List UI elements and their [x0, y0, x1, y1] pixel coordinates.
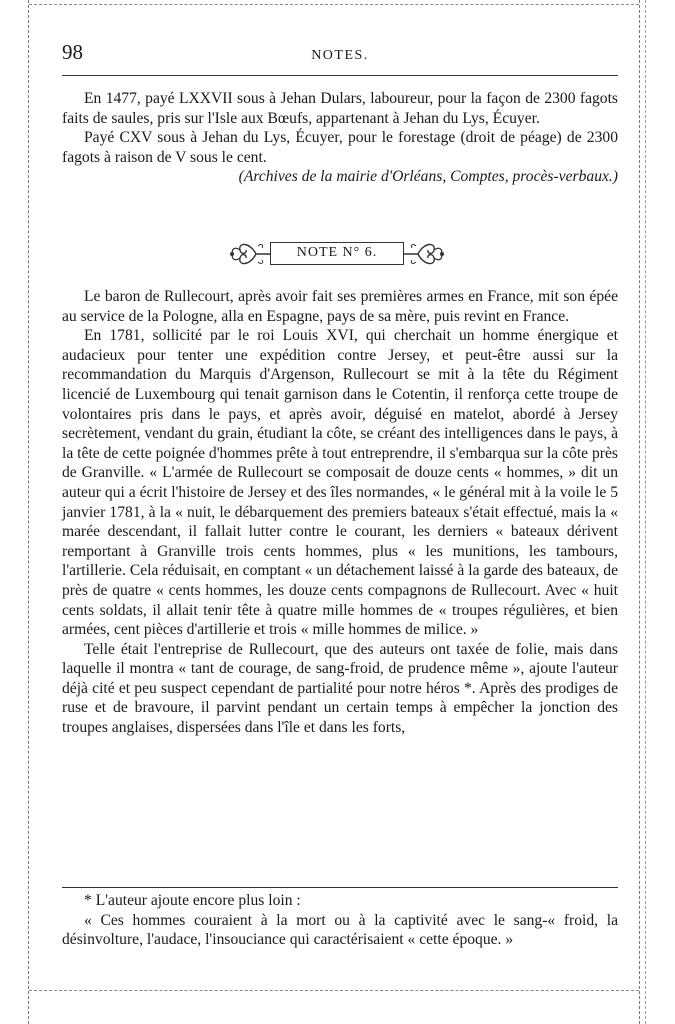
- footnote-rule: [62, 887, 618, 888]
- footnote-section: [62, 891, 618, 950]
- frame-top-line: [29, 4, 639, 5]
- footnote-paragraph: * L'auteur ajoute encore plus loin :: [84, 892, 301, 909]
- page-header: [62, 38, 618, 78]
- intro-paragraph: Payé CXV sous à Jehan du Lys, Écuyer, pour le forestage (droit de péage) de 2300 fagots à raison de V sous le cent.: [62, 129, 618, 166]
- note-title: NOTE N° 6.: [270, 242, 404, 265]
- body-paragraph: Le baron de Rullecourt, après avoir fait ses premières armes en France, mit son épée au service de la Pologne, alla en Espagne, pays de sa mère, puis revint en France.: [62, 288, 618, 325]
- left-ornament-icon: [228, 234, 272, 274]
- intro-paragraph: En 1477, payé LXXVII sous à Jehan Dulars, laboureur, pour la façon de 2300 fagots faits de saules, pris sur l'Isle aux Bœufs, appartenant à Jehan du Lys, Écuyer.: [62, 90, 618, 127]
- note-heading: [228, 234, 446, 274]
- frame-bottom-line: [29, 990, 639, 991]
- right-ornament-icon: [402, 234, 446, 274]
- header-rule: [62, 75, 618, 76]
- body-paragraph: Telle était l'entreprise de Rullecourt, que des auteurs ont taxée de folie, mais dans laquelle il montra « tant de courage, de sang-froid, de prudence même », ajoute l'auteur déjà cité et peu suspect cependant de partialité pour notre héros *. Après des prodiges de ruse et de bravoure, il parvint pendant un certain temps à empêcher la jonction des troupes anglaises, dispersées dans l'île et dans les forts,: [62, 640, 618, 737]
- footnote-paragraph: « Ces hommes couraient à la mort ou à la captivité avec le sang-« froid, la désinvolture, l'audace, l'insouciance qui caractérisaient « cette époque. »: [62, 911, 618, 949]
- running-head: NOTES.: [311, 48, 369, 63]
- body-paragraph: En 1781, sollicité par le roi Louis XVI, qui cherchait un homme énergique et audacieux pour tenter une expédition contre Jersey, et peut-être aussi sur la recommandation du Marquis d'Argenson, Rullecourt se mit à la tête du Régiment licencié de Luxembourg qui tenait garnison dans le Cotentin, il renforça cette troupe de volontaires pris dans le pays, et après avoir, déguisé en matelot, abordé à Jersey secrètement, vendant du grain, étudiant la côte, se créant des intelligences dans le pays, à la tête de cette poignée d'hommes prête à tout entreprendre, il s'embarqua sur la côte près de Granville. « L'armée de Rullecourt se composait de douze cents « hommes, » dit un auteur qui a écrit l'histoire de Jersey et des îles normandes, « le général mit à la voile le 5 janvier 1781, à la « nuit, le débarquement des premiers bateaux s'était effectué, mais la « marée descendant, il fallait lutter contre le courant, les derniers « bateaux dérivent remportant à Granville trois cents hommes, plus « les munitions, les tambours, l'artillerie. Cela réduisait, en comptant « un détachement laissé à la garde des bateaux, de près de quatre « cents hommes, les douze cents compagnons de Rullecourt. Avec « huit cents soldats, il allait tenir tête à quatre mille hommes de « troupes régulières, et bien armées, cent pièces d'artillerie et trois « mille hommes de milice. »: [62, 327, 618, 639]
- page-number: 98: [62, 40, 83, 64]
- outer-edge-line: [645, 0, 646, 1024]
- source-citation: (Archives de la mairie d'Orléans, Comptes, procès-verbaux.): [238, 168, 618, 186]
- body-section: [62, 287, 618, 738]
- intro-section: [62, 89, 618, 187]
